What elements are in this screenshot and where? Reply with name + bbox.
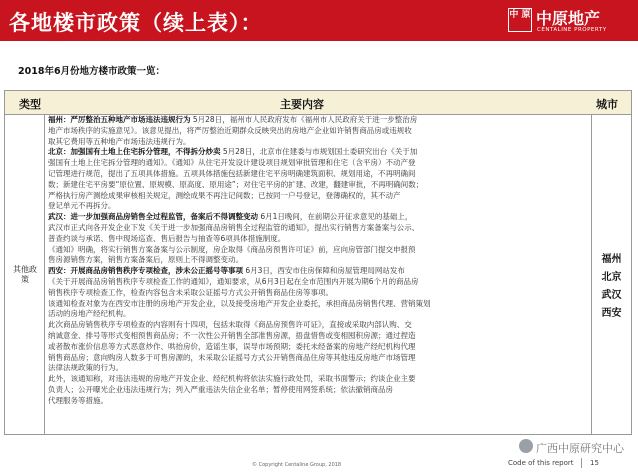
line-text: 活动的房地产经纪机构。 xyxy=(48,309,131,319)
header-type: 类型 xyxy=(19,98,41,111)
line-text: 售房源销售方案，销售方案备案后，原则上不得调整变动。 xyxy=(48,255,243,265)
line-text: 5月28日，福州市人民政府发布《福州市人民政府关于进一步整治房 xyxy=(190,115,418,124)
line-text: 销售商品房；意向购房人数多于可售房源的，未采取公证摇号方式公开销售商品住房等其他违反房地产市场管理 xyxy=(48,352,416,362)
logo-badge: 中 原 xyxy=(508,8,532,32)
footer-divider xyxy=(581,458,582,468)
city-wuhan: 武汉 xyxy=(601,290,622,301)
content-line xyxy=(48,245,588,256)
content-line xyxy=(48,353,588,364)
type-cell xyxy=(5,115,45,435)
content-line xyxy=(48,374,588,385)
line-text: 登记单元不再拆分。 xyxy=(48,201,116,211)
line-text: 或者散布涨价信息等方式恶意炒作、哄抬房价，造谣生事，误导市场预期；委托未经备案的房地产经纪机构代理 xyxy=(48,341,416,351)
content-line xyxy=(48,234,588,245)
footer-code: Code of this report xyxy=(508,459,574,467)
logo-name: 中原地产 xyxy=(536,9,601,28)
content-line xyxy=(48,396,588,407)
content-line xyxy=(48,169,588,180)
line-text: 记管理进行规范，提出了五项具体措施。五项具体措施包括新建住宅平房明确建筑面积、规划用途，不再明确间 xyxy=(48,168,416,178)
line-text: 法律法规政策的行为。 xyxy=(48,363,123,373)
city-cell xyxy=(591,115,631,435)
logo-subtitle: CENTALINE PROPERTY xyxy=(537,27,607,33)
city-fuzhou: 福州 xyxy=(601,254,622,265)
line-text: 6月1日晚间，在前期公开征求意见的基础上， xyxy=(258,212,413,222)
line-text: 强国有土地上住宅拆分管理的通知》。《通知》从住宅开发设计建设项目规划审批管理和住宅（含平房）不动产登 xyxy=(48,158,416,168)
page-number: 15 xyxy=(590,459,599,467)
line-text: 严格执行房产测绘成果审核相关规定，测绘成果不再注记间数；已按同一户号登记，登薄确权的，其不动产 xyxy=(48,190,401,200)
footer-copyright: © Copyright Centaline Group, 2018 xyxy=(252,462,342,468)
content-line xyxy=(48,309,588,320)
content-line xyxy=(48,266,588,277)
content-line xyxy=(48,191,588,202)
content-line xyxy=(48,212,588,223)
line-text: 5月28日，北京市住建委与市规划国土委研究出台《关于加 xyxy=(220,147,418,157)
line-text: 《关于开展商品房销售秩序专项检查工作的通知》，通知要求，从6月3日起在全市范围内开展为期6个月的商品房 xyxy=(48,276,419,286)
content-cell xyxy=(48,115,588,435)
line-text: 此外，该通知称，对违法违规的房地产开发企业、经纪机构将依法实施行政处罚，采取书面警示；约谈企业主要 xyxy=(48,374,416,384)
line-text: 负责人；公开曝光企业违法违规行为；列入严重违法失信企业名单；暂停使用网签系统；依法撤销商品房 xyxy=(48,384,393,394)
line-heading: 武汉：进一步加强商品房销售全过程监管，备案后不得调整变动 xyxy=(48,212,258,222)
content-line xyxy=(48,255,588,266)
type-label: 其他政策 xyxy=(13,265,37,284)
line-text: 地产市场秩序的实施意见》。该意见提出，将严厉整治近期群众反映突出的房地产企业如许销售商品房或违规收 xyxy=(48,125,412,135)
line-text: 纳诚意金、排号等形式变相预售商品房；不一次性公开销售全部准售房源，捂盘惜售或变相囤积房源；通过捏造 xyxy=(48,330,416,340)
city-beijing: 北京 xyxy=(601,272,622,283)
line-text: 《通知》明确，将实行销售方案备案与公示制度，房企取得《商品房预售许可证》前，应向房管部门提交申报预 xyxy=(48,244,416,254)
content-line xyxy=(48,331,588,342)
policy-table xyxy=(4,90,632,435)
table-caption: 2018年6月份地方楼市政策一览： xyxy=(18,66,166,77)
watermark: 广西中原研究中心 xyxy=(536,442,624,455)
content-line xyxy=(48,115,588,126)
header-content: 主要内容 xyxy=(280,98,324,111)
line-heading: 福州：严厉整治五种地产市场违法违规行为 xyxy=(48,115,191,124)
line-text: 普查约谈与承诺、售中现场巡查、售后报告与抽查等6项具体措施制度。 xyxy=(48,233,286,243)
city-xian: 西安 xyxy=(601,308,622,319)
content-line xyxy=(48,158,588,169)
line-heading: 西安：开展商品房销售秩序专项检查，涉未公正摇号等事项 xyxy=(48,266,243,276)
content-line xyxy=(48,277,588,288)
content-line xyxy=(48,342,588,353)
wechat-icon xyxy=(519,439,533,453)
content-line xyxy=(48,363,588,374)
content-line xyxy=(48,299,588,310)
line-text: 数；新建住宅平房要“原位置、原规模、原高度、原用途”；对住宅平房的扩建、改建，翻建审批，不再明确间数； xyxy=(48,179,424,189)
content-line xyxy=(48,288,588,299)
content-line xyxy=(48,201,588,212)
content-line xyxy=(48,180,588,191)
header-city: 城市 xyxy=(596,98,618,111)
line-text: 取其它费用等五种地产市场违法违规行为。 xyxy=(48,136,191,146)
line-text: 此次商品房销售秩序专项检查的内容则有十四项，包括未取得《商品房预售许可证》，直接或采取内部认购、交 xyxy=(48,320,412,330)
content-line xyxy=(48,126,588,137)
content-line xyxy=(48,320,588,331)
line-text: 武汉市正式向各开发企业下发《关于进一步加强商品房销售全过程监管的通知》，提出实行销售方案备案与公示、 xyxy=(48,222,420,232)
table-header-row xyxy=(5,91,631,115)
content-line xyxy=(48,385,588,396)
page-title: 各地楼市政策（续上表）： xyxy=(9,11,263,35)
line-text: 6月3日，西安市住房保障和房屋管理局网站发布 xyxy=(243,266,405,276)
content-line xyxy=(48,223,588,234)
header-bar xyxy=(0,0,638,41)
line-heading: 北京：加强国有土地上住宅拆分管理，不得拆分炒卖 xyxy=(48,147,221,157)
line-text: 销售秩序专项检查工作，检查内容包含未采取公证摇号方式公开销售商品住房等事项。 xyxy=(48,287,333,297)
line-text: 代理服务等措施。 xyxy=(48,395,108,405)
line-text: 该通知检查对象为在西安市注册的房地产开发企业，以及接受房地产开发企业委托，承担商品房销售代理、营销策划 xyxy=(48,298,431,308)
content-line xyxy=(48,137,588,148)
content-line xyxy=(48,147,588,158)
